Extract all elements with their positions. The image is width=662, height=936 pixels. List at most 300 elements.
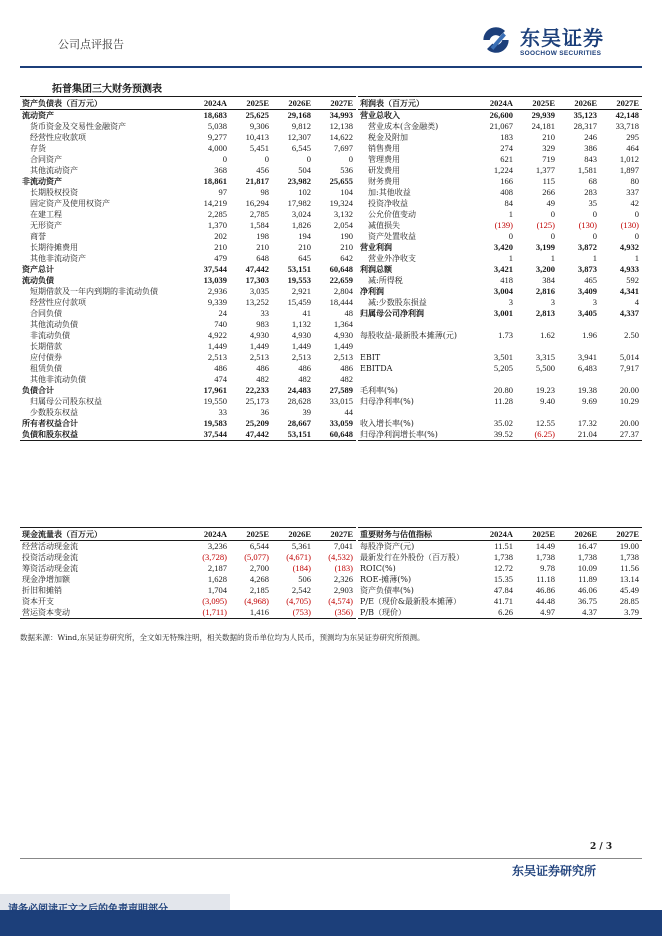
row-label: 货币资金及交易性金融资产 — [30, 122, 126, 131]
value-cell: 0 — [508, 231, 513, 241]
row-label: 营运资本变动 — [20, 607, 188, 619]
value-cell: 5,451 — [249, 143, 269, 153]
value-cell: 6,483 — [577, 363, 597, 373]
table-row — [20, 541, 356, 553]
value-cell: (753) — [272, 607, 314, 619]
value-cell: 0 — [222, 154, 227, 164]
value-cell: 384 — [542, 275, 555, 285]
value-cell: (3,728) — [202, 552, 227, 562]
value-cell: 0 — [592, 231, 597, 241]
value-cell: 4,932 — [619, 242, 639, 252]
value-cell: 7,697 — [333, 143, 353, 153]
value-cell: 482 — [340, 374, 353, 384]
value-cell: 1,738 — [493, 552, 513, 562]
value-cell: 9.40 — [540, 396, 555, 406]
row-label: 减值损失 — [368, 221, 400, 230]
value-cell: 283 — [584, 187, 597, 197]
value-cell: 11.18 — [536, 574, 555, 584]
value-cell: 719 — [542, 154, 555, 164]
value-cell: (130) — [578, 220, 597, 230]
value-cell: 11.56 — [620, 563, 639, 573]
value-cell: 27.37 — [600, 429, 642, 441]
row-label: 资产总计 — [22, 264, 54, 274]
value-cell: 1,012 — [619, 154, 639, 164]
value-cell: 1,628 — [207, 574, 227, 584]
year-header: 2024A — [188, 97, 230, 110]
value-cell: 4,000 — [207, 143, 227, 153]
value-cell: 1,584 — [249, 220, 269, 230]
row-label: P/B（现价） — [358, 607, 474, 619]
row-label: 经营性应付款项 — [30, 298, 86, 307]
row-label: 筹资活动现金流 — [22, 564, 78, 573]
value-cell: 41 — [302, 308, 311, 318]
table-row — [358, 396, 642, 407]
value-cell: 5,014 — [619, 352, 639, 362]
value-cell: 45.49 — [619, 585, 639, 595]
value-cell: 42 — [630, 198, 639, 208]
value-cell: 740 — [214, 319, 227, 329]
year-header: 2024A — [188, 528, 230, 541]
year-header: 2024A — [474, 97, 516, 110]
table-row — [20, 132, 356, 143]
row-label: 其他非流动资产 — [30, 254, 86, 263]
row-label: 利润总额 — [360, 264, 392, 274]
row-label: 最新发行在外股份（百万股） — [360, 553, 464, 562]
value-cell: 4,930 — [249, 330, 269, 340]
value-cell: 29,168 — [287, 110, 311, 120]
value-cell: 53,151 — [287, 264, 311, 274]
row-label: 在建工程 — [30, 210, 62, 219]
value-cell: (4,532) — [328, 552, 353, 562]
table-row — [358, 264, 642, 275]
value-cell: 3,132 — [333, 209, 353, 219]
value-cell: 10.09 — [577, 563, 597, 573]
row-label: 其他非流动负债 — [30, 375, 86, 384]
value-cell: 2,513 — [207, 352, 227, 362]
value-cell: 12.72 — [493, 563, 513, 573]
value-cell: 12,307 — [287, 132, 311, 142]
table-row — [20, 574, 356, 585]
table-row — [358, 330, 642, 341]
table-row — [358, 143, 642, 154]
table-row — [20, 308, 356, 319]
value-cell: 13,039 — [203, 275, 227, 285]
value-cell: 0 — [550, 209, 555, 219]
table-row — [358, 198, 642, 209]
value-cell: 1,581 — [577, 165, 597, 175]
page-number: 2 / 3 — [590, 842, 613, 852]
value-cell: 166 — [500, 176, 513, 186]
row-label — [358, 341, 474, 352]
value-cell: 0 — [634, 209, 639, 219]
value-cell: 23,982 — [287, 176, 311, 186]
income-statement-table — [358, 96, 642, 441]
value-cell: (125) — [536, 220, 555, 230]
value-cell: 592 — [626, 275, 639, 285]
table-row — [20, 596, 356, 607]
value-cell: 2,513 — [291, 352, 311, 362]
row-label: 资本开支 — [22, 597, 54, 606]
value-cell: 33,059 — [329, 418, 353, 428]
value-cell: 25,173 — [245, 396, 269, 406]
value-cell: (1,711) — [188, 607, 230, 619]
row-label — [358, 374, 474, 385]
value-cell: 28,667 — [287, 418, 311, 428]
footer-org: 东吴证券研究所 — [512, 864, 597, 878]
value-cell — [516, 374, 558, 385]
value-cell: 19.23 — [535, 385, 555, 395]
logo-chinese-name: 东吴证券 — [520, 26, 604, 50]
value-cell: 16,294 — [245, 198, 269, 208]
value-cell: 115 — [542, 176, 555, 186]
value-cell: 0 — [592, 209, 597, 219]
value-cell: 22,659 — [329, 275, 353, 285]
table-row — [358, 110, 642, 122]
table-row — [20, 154, 356, 165]
value-cell: 4,337 — [619, 308, 639, 318]
year-header: 2025E — [516, 528, 558, 541]
value-cell: 3 — [550, 297, 555, 307]
value-cell: 5,500 — [535, 363, 555, 373]
row-label: 其他流动负债 — [30, 320, 78, 329]
row-label: 折旧和摊销 — [22, 586, 62, 595]
value-cell — [600, 319, 642, 330]
value-cell: (184) — [292, 563, 311, 573]
table-row — [20, 253, 356, 264]
balance-sheet-table — [20, 96, 356, 441]
value-cell — [516, 341, 558, 352]
value-cell: 44.48 — [535, 596, 555, 606]
value-cell: 18,861 — [203, 176, 227, 186]
row-label: 毛利率(%) — [360, 386, 398, 395]
value-cell: 621 — [500, 154, 513, 164]
value-cell: 210 — [298, 242, 311, 252]
value-cell: 6,544 — [249, 541, 269, 551]
value-cell: (4,671) — [286, 552, 311, 562]
value-cell: (6.25) — [516, 429, 558, 441]
row-label: 投资净收益 — [368, 199, 408, 208]
value-cell: 11.28 — [494, 396, 513, 406]
row-label: 归属母公司股东权益 — [30, 397, 102, 406]
value-cell: 202 — [214, 231, 227, 241]
report-category: 公司点评报告 — [58, 38, 124, 51]
value-cell: 10,413 — [245, 132, 269, 142]
row-label: 投资活动现金流 — [22, 553, 78, 562]
table-row — [358, 121, 642, 132]
value-cell: 337 — [626, 187, 639, 197]
value-cell: 33,718 — [615, 121, 639, 131]
table-row — [358, 341, 642, 352]
value-cell: 1,826 — [291, 220, 311, 230]
table-row — [20, 385, 356, 396]
value-cell: 479 — [214, 253, 227, 263]
value-cell: 408 — [500, 187, 513, 197]
value-cell: 47,442 — [245, 264, 269, 274]
logo-english-name: SOOCHOW SECURITIES — [520, 50, 602, 57]
value-cell: 210 — [542, 132, 555, 142]
value-cell: 4,922 — [207, 330, 227, 340]
value-cell: 42,148 — [615, 110, 639, 120]
value-cell: 5,361 — [291, 541, 311, 551]
key-metrics-table — [358, 527, 642, 619]
row-label: 每股净资产(元) — [360, 542, 415, 551]
table-row — [20, 297, 356, 308]
table-row — [358, 209, 642, 220]
value-cell: 37,544 — [188, 429, 230, 441]
value-cell — [474, 374, 516, 385]
value-cell: 36 — [260, 407, 269, 417]
table-row — [20, 552, 356, 563]
table-row — [20, 165, 356, 176]
value-cell: 41.71 — [493, 596, 513, 606]
value-cell: 33 — [260, 308, 269, 318]
value-cell: 15,459 — [287, 297, 311, 307]
table-row — [20, 110, 356, 122]
table-row — [358, 275, 642, 286]
row-label: 长期待摊费用 — [30, 243, 78, 252]
row-label: ROIC(%) — [360, 564, 396, 573]
value-cell: 24 — [218, 308, 227, 318]
row-label: 管理费用 — [368, 155, 400, 164]
value-cell: 3,035 — [249, 286, 269, 296]
table-row — [358, 308, 642, 319]
value-cell: 15.35 — [493, 574, 513, 584]
value-cell: 68 — [588, 176, 597, 186]
value-cell: 645 — [298, 253, 311, 263]
cash-flow-table — [20, 527, 356, 619]
value-cell: (356) — [314, 607, 356, 619]
value-cell: (139) — [494, 220, 513, 230]
value-cell: 39.52 — [474, 429, 516, 441]
table-row — [358, 574, 642, 585]
value-cell: 474 — [214, 374, 227, 384]
value-cell: 0 — [348, 154, 353, 164]
value-cell: 36.75 — [577, 596, 597, 606]
row-label: 营业总收入 — [360, 110, 400, 120]
value-cell: 20.00 — [619, 418, 639, 428]
row-label: 归属母公司净利润 — [360, 308, 424, 318]
value-cell: 25,625 — [245, 110, 269, 120]
value-cell: 46.86 — [535, 585, 555, 595]
value-cell: (4,705) — [286, 596, 311, 606]
table-row — [358, 541, 642, 553]
row-label: 归母净利率(%) — [360, 397, 414, 406]
table-row — [358, 176, 642, 187]
value-cell: 0 — [306, 154, 311, 164]
value-cell: 3,001 — [493, 308, 513, 318]
value-cell: 35 — [588, 198, 597, 208]
value-cell: 465 — [584, 275, 597, 285]
year-header: 2025E — [516, 97, 558, 110]
table-row — [20, 396, 356, 407]
value-cell: 1,377 — [535, 165, 555, 175]
row-label: 存货 — [30, 144, 46, 153]
row-label: 税金及附加 — [368, 133, 408, 142]
value-cell: 21,067 — [489, 121, 513, 131]
value-cell: 3,501 — [493, 352, 513, 362]
value-cell: 368 — [214, 165, 227, 175]
value-cell — [558, 374, 600, 385]
value-cell: 46.06 — [577, 585, 597, 595]
value-cell: 2,936 — [207, 286, 227, 296]
table-header-row — [358, 528, 642, 541]
row-label: EBIT — [360, 353, 381, 362]
value-cell: 16.47 — [577, 541, 597, 551]
year-header: 2027E — [600, 528, 642, 541]
value-cell: 3,004 — [493, 286, 513, 296]
table-row — [20, 264, 356, 275]
table-row — [358, 407, 642, 418]
value-cell: 4,933 — [619, 264, 639, 274]
value-cell: 4.37 — [558, 607, 600, 619]
value-cell: 2,785 — [249, 209, 269, 219]
table-row — [20, 330, 356, 341]
value-cell: 2,804 — [333, 286, 353, 296]
value-cell: 102 — [298, 187, 311, 197]
value-cell: 12.55 — [535, 418, 555, 428]
value-cell: 19.38 — [577, 385, 597, 395]
value-cell: 504 — [298, 165, 311, 175]
table-row — [20, 407, 356, 418]
value-cell: 60,648 — [329, 264, 353, 274]
value-cell: 210 — [256, 242, 269, 252]
value-cell: 183 — [500, 132, 513, 142]
year-header: 2026E — [558, 97, 600, 110]
year-header: 2027E — [600, 97, 642, 110]
value-cell: 2,921 — [291, 286, 311, 296]
value-cell: 1,224 — [493, 165, 513, 175]
row-label: 净利润 — [360, 286, 384, 296]
year-header: 2024A — [474, 528, 516, 541]
table-row — [358, 132, 642, 143]
table-row — [358, 596, 642, 607]
value-cell — [600, 374, 642, 385]
value-cell: 24,181 — [531, 121, 555, 131]
value-cell: 33,015 — [329, 396, 353, 406]
company-logo — [478, 20, 628, 64]
value-cell: 19.00 — [619, 541, 639, 551]
value-cell: (130) — [620, 220, 639, 230]
value-cell: 9,306 — [249, 121, 269, 131]
value-cell: 11.89 — [578, 574, 597, 584]
row-label: 减:少数股东损益 — [368, 298, 427, 307]
value-cell: 21.04 — [558, 429, 600, 441]
table-title: 拓普集团三大财务预测表 — [52, 84, 162, 95]
table-row — [358, 563, 642, 574]
row-label: 减:所得税 — [368, 276, 403, 285]
row-label: 收入增长率(%) — [360, 419, 414, 428]
value-cell: 266 — [542, 187, 555, 197]
table-row — [20, 341, 356, 352]
table-row — [358, 242, 642, 253]
value-cell: 4,930 — [291, 330, 311, 340]
value-cell: 1,416 — [230, 607, 272, 619]
value-cell: 39 — [302, 407, 311, 417]
value-cell: 194 — [298, 231, 311, 241]
year-header: 2026E — [272, 97, 314, 110]
value-cell: 19,553 — [287, 275, 311, 285]
value-cell: 2,185 — [249, 585, 269, 595]
value-cell: 1,704 — [207, 585, 227, 595]
value-cell: 98 — [260, 187, 269, 197]
value-cell: 7,917 — [619, 363, 639, 373]
value-cell: 28,317 — [573, 121, 597, 131]
value-cell: 2,054 — [333, 220, 353, 230]
value-cell: (183) — [334, 563, 353, 573]
value-cell: 482 — [256, 374, 269, 384]
value-cell: 486 — [256, 363, 269, 373]
row-label: 研发费用 — [368, 166, 400, 175]
value-cell: 1,132 — [291, 319, 311, 329]
table-row — [358, 297, 642, 308]
table-row — [20, 563, 356, 574]
value-cell: 3,199 — [535, 242, 555, 252]
value-cell: 47,442 — [230, 429, 272, 441]
value-cell: 84 — [504, 198, 513, 208]
footer-disclaimer: 请务必阅读正文之后的免责声明部分 — [8, 904, 168, 915]
row-label: ROE-摊薄(%) — [360, 575, 412, 584]
value-cell: 1,449 — [291, 341, 311, 351]
value-cell: 210 — [214, 242, 227, 252]
value-cell: 14,219 — [203, 198, 227, 208]
footer-rule — [20, 858, 642, 859]
row-label: 现金净增加额 — [22, 575, 70, 584]
value-cell: 18,444 — [329, 297, 353, 307]
value-cell: 4,341 — [619, 286, 639, 296]
table-row — [20, 176, 356, 187]
value-cell: 3,315 — [535, 352, 555, 362]
table-row — [20, 418, 356, 429]
value-cell: 17.32 — [577, 418, 597, 428]
value-cell: (4,574) — [328, 596, 353, 606]
table-row — [358, 220, 642, 231]
value-cell: 27,589 — [329, 385, 353, 395]
value-cell: 4,268 — [249, 574, 269, 584]
value-cell: 25,209 — [245, 418, 269, 428]
value-cell: 97 — [218, 187, 227, 197]
row-label: 短期借款及一年内到期的非流动负债 — [30, 287, 158, 296]
table-row — [358, 187, 642, 198]
value-cell: 9,339 — [207, 297, 227, 307]
value-cell: 1,738 — [577, 552, 597, 562]
soochow-logo-icon — [478, 22, 514, 58]
row-label: 负债和股东权益 — [20, 429, 188, 441]
table-row — [358, 352, 642, 363]
value-cell: 486 — [214, 363, 227, 373]
table-row — [20, 363, 356, 374]
value-cell: 3,405 — [577, 308, 597, 318]
row-label: EBITDA — [360, 364, 393, 373]
value-cell: 2.50 — [624, 330, 639, 340]
table-row — [20, 585, 356, 596]
row-label: 资产负债率(%) — [360, 586, 414, 595]
value-cell: 18,683 — [203, 110, 227, 120]
value-cell: 104 — [340, 187, 353, 197]
value-cell: 3,420 — [493, 242, 513, 252]
row-label: 负债合计 — [22, 385, 54, 395]
value-cell: 190 — [340, 231, 353, 241]
year-header: 2025E — [230, 97, 272, 110]
value-cell: 2,285 — [207, 209, 227, 219]
row-label: 无形资产 — [30, 221, 62, 230]
value-cell: 10.29 — [619, 396, 639, 406]
table-row — [358, 154, 642, 165]
header-rule — [20, 66, 642, 68]
value-cell: 44 — [344, 407, 353, 417]
value-cell: 9.78 — [540, 563, 555, 573]
value-cell: 3,409 — [577, 286, 597, 296]
value-cell: 13,252 — [245, 297, 269, 307]
